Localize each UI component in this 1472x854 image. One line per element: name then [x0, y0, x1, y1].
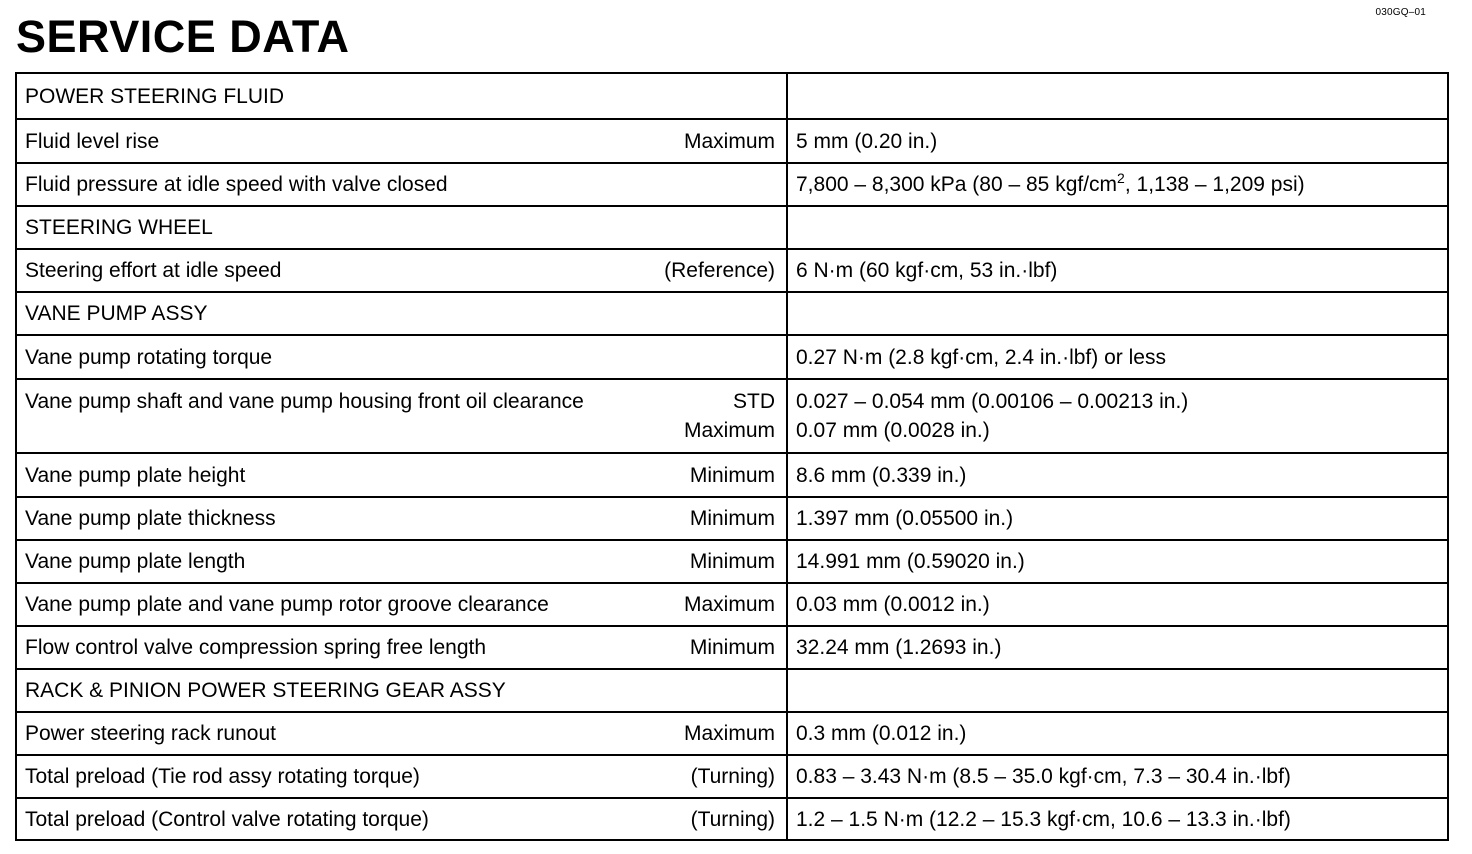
item-reference: Minimum: [689, 463, 775, 487]
item-label: Power steering rack runout: [25, 722, 276, 745]
item-value: 32.24 mm (1.2693 in.): [787, 626, 1448, 669]
item-reference: Maximum: [683, 722, 775, 745]
table-row: [16, 73, 1448, 119]
item-value: 14.991 mm (0.59020 in.): [787, 540, 1448, 583]
item-reference: (Turning): [690, 807, 775, 831]
item-reference: Maximum: [683, 419, 775, 442]
section-value-empty: [787, 292, 1448, 335]
item-label: Vane pump rotating torque: [25, 345, 273, 369]
table-row: [16, 755, 1448, 798]
item-value: 6 N·m (60 kgf·cm, 53 in.·lbf): [787, 249, 1448, 292]
section-heading: VANE PUMP ASSY: [16, 292, 787, 335]
item-reference: Maximum: [683, 129, 775, 153]
table-row: [16, 497, 1448, 540]
item-label: Vane pump plate length: [25, 550, 246, 573]
item-value: 0.027 – 0.054 mm (0.00106 – 0.00213 in.): [796, 390, 1189, 413]
item-label: Flow control valve compression spring free length: [25, 636, 487, 659]
item-value: 0.03 mm (0.0012 in.): [787, 583, 1448, 626]
item-value: 5 mm (0.20 in.): [787, 119, 1448, 163]
item-value: 0.07 mm (0.0028 in.): [796, 419, 990, 442]
section-value-empty: [787, 669, 1448, 712]
superscript: 2: [1117, 170, 1125, 186]
item-label: Vane pump plate thickness: [25, 507, 276, 530]
item-reference: Minimum: [689, 550, 775, 573]
item-label: Total preload (Control valve rotating torque): [25, 807, 429, 831]
item-label: Vane pump plate height: [25, 463, 246, 487]
page-title: SERVICE DATA: [16, 11, 350, 62]
table-row: [16, 379, 1448, 453]
item-reference: Minimum: [689, 507, 775, 530]
service-data-table: [15, 72, 1449, 841]
item-reference: [775, 343, 778, 372]
item-value: 0.83 – 3.43 N·m (8.5 – 35.0 kgf·cm, 7.3 – 30.4 in.·lbf): [787, 755, 1448, 798]
item-reference: [775, 170, 778, 199]
item-value: 1.397 mm (0.05500 in.): [787, 497, 1448, 540]
table-row: [16, 335, 1448, 379]
table-row: [16, 453, 1448, 497]
table-row: [16, 798, 1448, 840]
table-row: [16, 163, 1448, 206]
item-label: Fluid pressure at idle speed with valve closed: [25, 173, 448, 196]
item-label: Vane pump plate and vane pump rotor groove clearance: [25, 593, 549, 616]
item-reference: (Reference): [664, 259, 775, 282]
item-value: 0.3 mm (0.012 in.): [787, 712, 1448, 755]
table-row: [16, 249, 1448, 292]
item-reference: STD: [733, 390, 775, 413]
item-value: 8.6 mm (0.339 in.): [787, 453, 1448, 497]
item-reference: Minimum: [689, 636, 775, 659]
section-heading: STEERING WHEEL: [16, 206, 787, 249]
table-row: [16, 119, 1448, 163]
section-value-empty: [787, 73, 1448, 119]
section-heading: RACK & PINION POWER STEERING GEAR ASSY: [16, 669, 787, 712]
item-value: 7,800 – 8,300 kPa (80 – 85 kgf/$cm^2$, 1,138 – 1,209 psi): [787, 163, 1448, 206]
item-value: 1.2 – 1.5 N·m (12.2 – 15.3 kgf·cm, 10.6 – 13.3 in.·lbf): [787, 798, 1448, 840]
item-reference: Maximum: [683, 593, 775, 616]
item-label: Fluid level rise: [25, 129, 160, 153]
table-row: [16, 206, 1448, 249]
section-value-empty: [787, 206, 1448, 249]
item-label: Vane pump shaft and vane pump housing front oil clearance: [25, 390, 584, 413]
table-row: [16, 583, 1448, 626]
item-value: 0.27 N·m (2.8 kgf·cm, 2.4 in.·lbf) or less: [787, 335, 1448, 379]
item-reference: (Turning): [690, 765, 775, 788]
table-row: [16, 626, 1448, 669]
table-row: [16, 712, 1448, 755]
section-heading: POWER STEERING FLUID: [16, 73, 787, 119]
item-label: Total preload (Tie rod assy rotating torque): [25, 765, 420, 788]
document-code: 030GQ–01: [1375, 7, 1426, 18]
item-label: Steering effort at idle speed: [25, 259, 282, 282]
table-row: [16, 292, 1448, 335]
table-row: [16, 669, 1448, 712]
table-row: [16, 540, 1448, 583]
